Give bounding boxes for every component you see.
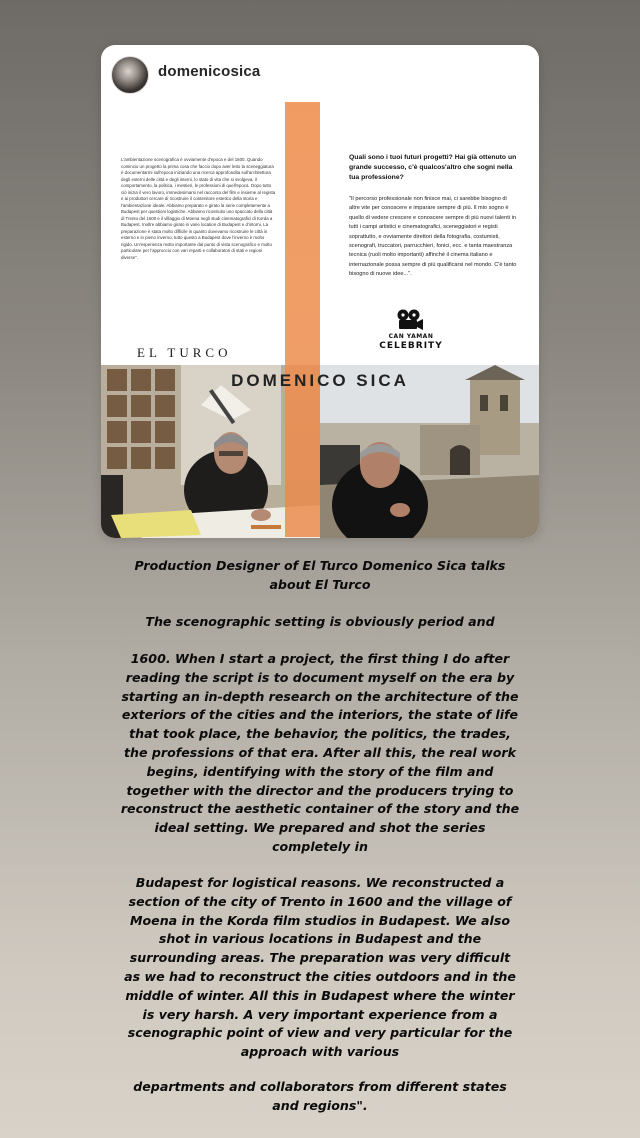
orange-accent-band [285, 102, 320, 537]
shared-post-card[interactable] [101, 45, 539, 538]
avatar[interactable] [111, 56, 149, 94]
caption-paragraph-5: departments and collaborators from different states and regions". [133, 1079, 507, 1113]
logo-line2: CELEBRITY [379, 341, 443, 351]
magazine-overlay-title: DOMENICO SICA [231, 371, 409, 390]
caption-paragraph-2: The scenographic setting is obviously period and [145, 614, 495, 629]
post-header[interactable] [101, 45, 539, 101]
logo-line1: CAN YAMAN [388, 333, 434, 340]
caption-paragraph-3: 1600. When I start a project, the first thing I do after reading the script is to document myself on the era by starting an in-depth research on the architecture of the exteriors of the cities and the interiors, the state of life that took place, the behavior, the politics, the trades, the professions of that era. After all this, the real work begins, identifying with the story of the film and together with the director and the producers trying to reconstruct the aesthetic container of the story and the ideal setting. We prepared and shot the series completely in [120, 651, 520, 854]
magazine-image [101, 101, 539, 538]
magazine-left-title: EL TURCO [137, 345, 232, 360]
magazine-answer: "Il percorso professionale non finisce mai, ci sarebbe bisogno di altre vite per conoscere e imparare sempre di più. Il mio sogno è quello di vedere crescere e conoscere sempre di più nuovi talenti in tutti i campi artistici e cinematografici, sceneggiatori e registi soprattutto, e ovviamente direttori della fotografia, costumisti, scenografi, truccatori, parrucchieri, fonici, ecc. e tanta maestranza tecnica (ruoli molto importanti) affinché il cinema italiano e internazionale possa sempre di più qualificarsi nel mondo. C'è tanto bisogno di nuove idee...". [349, 196, 517, 278]
film-camera-icon [394, 309, 424, 331]
username[interactable]: domenicosica [158, 63, 261, 80]
magazine-question: Quali sono i tuoi futuri progetti? Hai già ottenuto un grande successo, c'è qualcos'altro che sogni nella tua professione? [349, 154, 517, 181]
caption-paragraph-1: Production Designer of El Turco Domenico Sica talks about El Turco [134, 558, 506, 592]
magazine-left-body: L'ambientazione scenografica è ovviamente d'epoca e del 1600. Quando comincio un progetto la prima cosa che faccio dopo aver letto la sceneggiatura è documentarmi sull'epoca iniziando una ricerca approfondita sull'architettura degli esterni delle città e degli interni, lo stato di vita che si svolgeva, il comportamento, la politica, i mestieri, le professioni di quell'epoca. Dopo tutto ciò inizia il vero lavoro, immedesimarsi nel racconto del film e insieme al regista e ai produttori cercare di ricostruire il contenitore estetico della storia e l'ambientazione ideale. Abbiamo preparato e girato la serie completamente a Budapest per questioni logistiche. Abbiamo ricostruito uno spaccato della città di Trento del 1600 e il villaggio di Moena negli studi cinematografici di Korda a Budapest. Inoltre abbiamo girato in varie location di Budapest e d'intorni. La preparazione è stata molto difficile in quanto dovevamo ricostruire le città in esterno e in pieno inverno, tutto questo a Budapest dove l'inverno è molto rigido. Un'esperienza molto importante dal punto di vista scenografico e molto particolare per l'approccio con vari reparti e collaboratori di stati e regioni diverse". [121, 157, 276, 260]
caption-paragraph-4: Budapest for logistical reasons. We reconstructed a section of the city of Trento in 1600 and the village of Moena in the Korda film studios in Budapest. We also shot in various locations in Budapest and the surrounding areas. The preparation was very difficult as we had to reconstruct the cities outdoors and in the middle of winter. All this in Budapest where the winter is very harsh. A very important experience from a scenographic point of view and very particular for the approach with various [124, 875, 516, 1060]
